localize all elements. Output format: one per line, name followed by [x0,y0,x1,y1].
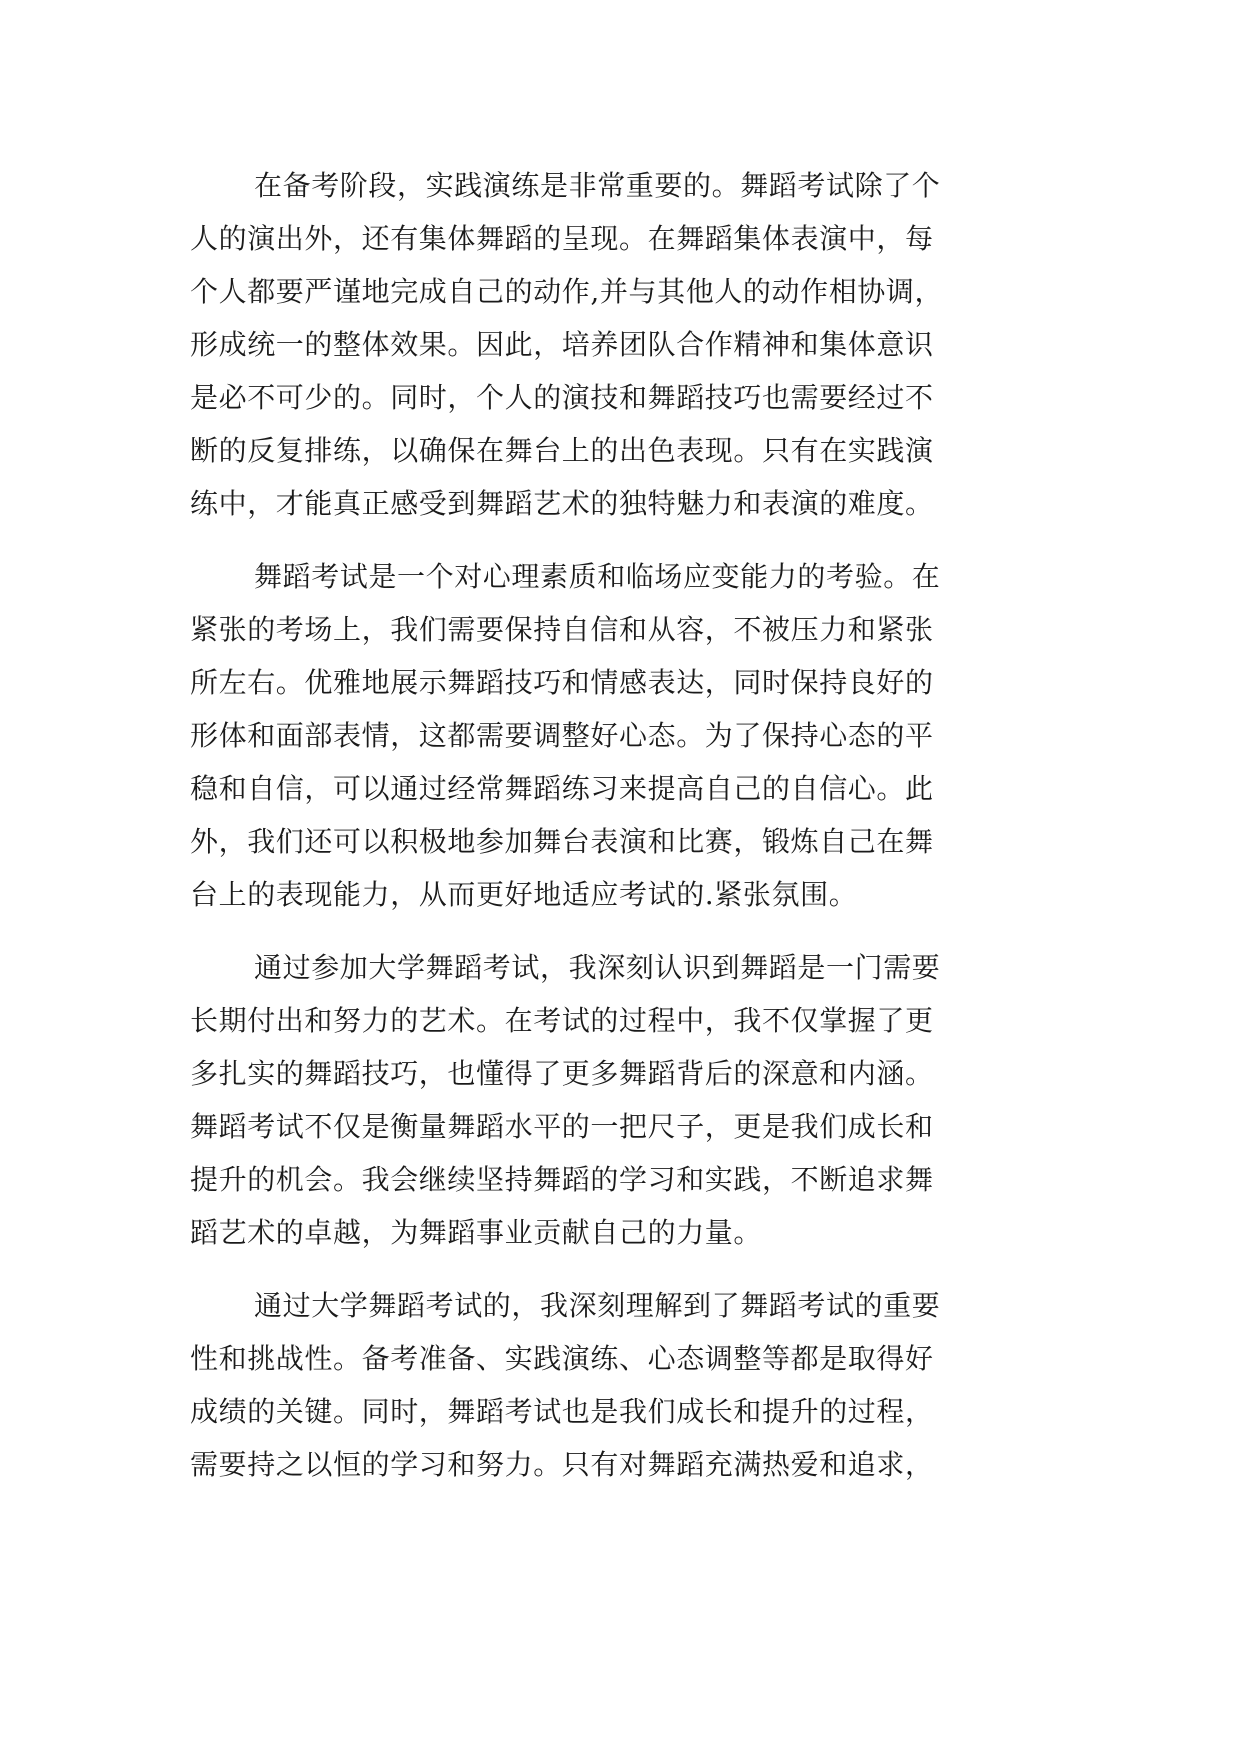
paragraph-line: 形成统一的整体效果。因此，培养团队合作精神和集体意识 [190,328,934,361]
paragraph-line: 台上的表现能力，从而更好地适应考试的.紧张氛围。 [190,878,858,911]
paragraph-line: 蹈艺术的卓越，为舞蹈事业贡献自己的力量。 [190,1216,763,1249]
paragraph-line: 舞蹈考试是一个对心理素质和临场应变能力的考验。在 [254,560,941,593]
paragraph-line: 紧张的考场上，我们需要保持自信和从容，不被压力和紧张 [190,613,934,646]
paragraph-line: 稳和自信，可以通过经常舞蹈练习来提高自己的自信心。此 [190,772,934,805]
paragraph-line: 外，我们还可以积极地参加舞台表演和比赛，锻炼自己在舞 [190,825,934,858]
paragraph-line: 多扎实的舞蹈技巧，也懂得了更多舞蹈背后的深意和内涵。 [190,1057,934,1090]
paragraph-line: 性和挑战性。备考准备、实践演练、心态调整等都是取得好 [190,1342,934,1375]
paragraph-line: 通过参加大学舞蹈考试，我深刻认识到舞蹈是一门需要 [254,951,941,984]
paragraph-line: 人的演出外，还有集体舞蹈的呈现。在舞蹈集体表演中，每 [190,222,934,255]
paragraph-line: 个人都要严谨地完成自己的动作,并与其他人的动作相协调， [190,275,944,308]
paragraph-line: 断的反复排练，以确保在舞台上的出色表现。只有在实践演 [190,434,934,467]
paragraph-line: 在备考阶段，实践演练是非常重要的。舞蹈考试除了个 [254,169,941,202]
paragraph-line: 是必不可少的。同时，个人的演技和舞蹈技巧也需要经过不 [190,381,934,414]
paragraph-line: 所左右。优雅地展示舞蹈技巧和情感表达，同时保持良好的 [190,666,934,699]
paragraph-line: 需要持之以恒的学习和努力。只有对舞蹈充满热爱和追求， [190,1448,934,1481]
paragraph-line: 形体和面部表情，这都需要调整好心态。为了保持心态的平 [190,719,934,752]
paragraph-line: 成绩的关键。同时，舞蹈考试也是我们成长和提升的过程， [190,1395,934,1428]
paragraph-line: 通过大学舞蹈考试的，我深刻理解到了舞蹈考试的重要 [254,1289,941,1322]
paragraph-line: 长期付出和努力的艺术。在考试的过程中，我不仅掌握了更 [190,1004,934,1037]
paragraph-line: 舞蹈考试不仅是衡量舞蹈水平的一把尺子，更是我们成长和 [190,1110,934,1143]
paragraph-line: 练中，才能真正感受到舞蹈艺术的独特魅力和表演的难度。 [190,487,934,520]
paragraph-line: 提升的机会。我会继续坚持舞蹈的学习和实践，不断追求舞 [190,1163,934,1196]
